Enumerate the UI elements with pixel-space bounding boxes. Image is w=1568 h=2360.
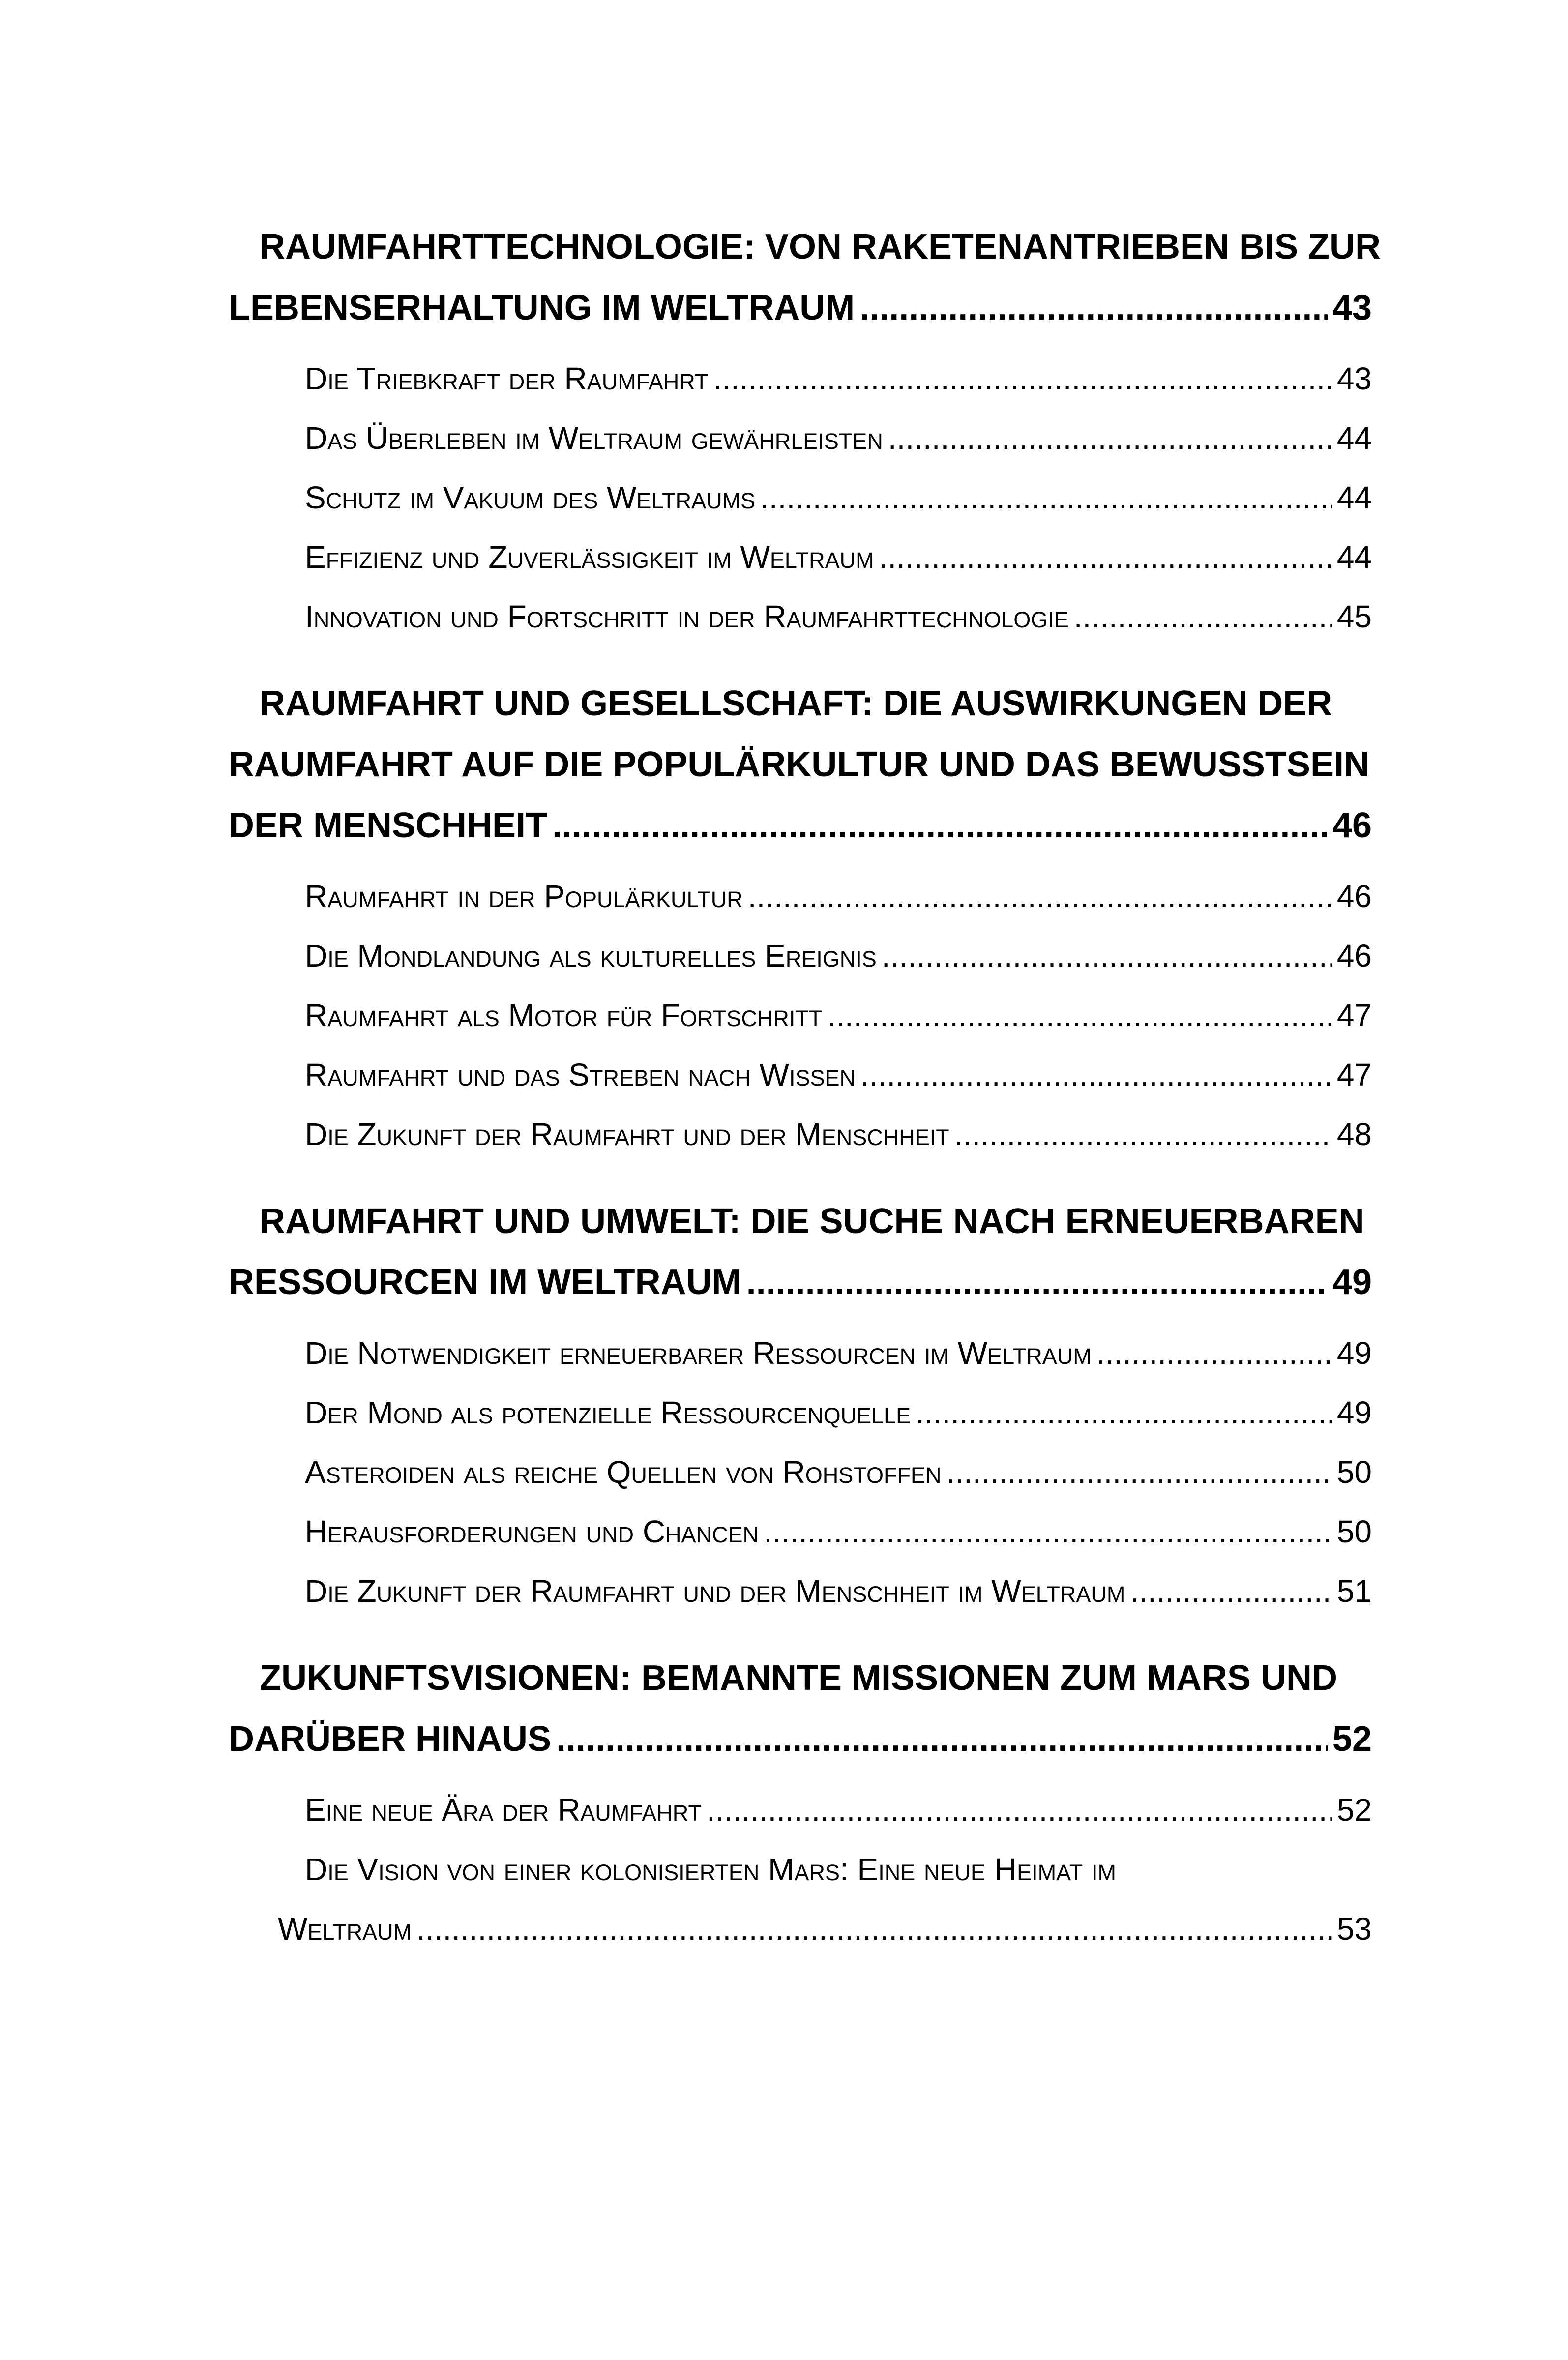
toc-section[interactable] [229,587,1372,647]
dot-leader [713,349,1331,409]
table-of-contents [229,216,1381,1985]
dot-leader [1096,1324,1332,1383]
page-number: 49 [1336,1395,1372,1430]
toc-section[interactable] [229,1840,1372,1959]
dot-leader [859,277,1328,338]
dot-leader [860,1045,1332,1105]
section-title-line: Die Vision von einer kolonisierten Mars: Eine neue Heimat im [305,1852,1116,1887]
toc-chapter[interactable] [229,1648,1372,1770]
toc-section-list [229,1780,1372,1959]
toc-section[interactable] [229,986,1372,1045]
page-number: 52 [1332,1719,1372,1759]
toc-section[interactable] [229,528,1372,587]
page-number: 50 [1336,1454,1372,1490]
section-title: Raumfahrt und das Streben nach Wissen [305,1057,856,1092]
section-title: Die Zukunft der Raumfahrt und der Menschheit [305,1117,949,1152]
dot-leader [746,1252,1328,1313]
dot-leader [764,1502,1332,1562]
toc-section-list [229,867,1372,1164]
page-number: 44 [1336,480,1372,515]
toc-section[interactable] [229,409,1372,468]
section-title: Raumfahrt als Motor für Fortschritt [305,998,823,1033]
section-title: Das Überleben im Weltraum gewährleisten [305,420,883,456]
chapter-title-line: RAUMFAHRT UND UMWELT: DIE SUCHE NACH ERNEUERBAREN [260,1202,1364,1241]
page-number: 44 [1336,420,1372,456]
page-number: 49 [1332,1263,1372,1302]
page-number: 52 [1336,1792,1372,1828]
chapter-entry-line [229,277,1372,338]
toc-chapter[interactable] [229,216,1381,338]
section-title: Schutz im Vakuum des Weltraums [305,480,756,515]
section-title-line: Weltraum [278,1911,412,1947]
section-title: Die Zukunft der Raumfahrt und der Menschheit im Weltraum [305,1573,1125,1609]
toc-section[interactable] [229,468,1372,528]
dot-leader [954,1105,1332,1164]
page-number: 47 [1336,1057,1372,1092]
section-title: Die Mondlandung als kulturelles Ereignis [305,938,877,974]
chapter-title-line: LEBENSERHALTUNG IM WELTRAUM [229,288,855,327]
section-title: Die Notwendigkeit erneuerbarer Ressourcen im Weltraum [305,1335,1092,1371]
page-number: 44 [1336,539,1372,575]
toc-section[interactable] [229,349,1372,409]
page-number: 47 [1336,998,1372,1033]
section-title: Eine neue Ära der Raumfahrt [305,1792,702,1828]
section-title: Herausforderungen und Chancen [305,1514,759,1549]
section-title: Innovation und Fortschritt in der Raumfahrttechnologie [305,599,1069,634]
dot-leader [946,1443,1331,1502]
dot-leader [556,1709,1328,1770]
toc-section[interactable] [229,1045,1372,1105]
section-title: Effizienz und Zuverlässigkeit im Weltraum [305,539,874,575]
toc-chapter[interactable] [229,1191,1372,1313]
chapter-entry-line [229,1709,1372,1770]
dot-leader [707,1780,1332,1840]
toc-section[interactable] [229,1443,1372,1502]
page-number: 48 [1336,1117,1372,1152]
chapter-entry-line [229,795,1372,856]
dot-leader [1074,587,1332,647]
toc-section[interactable] [229,1562,1372,1621]
chapter-title-line: DARÜBER HINAUS [229,1719,552,1759]
page-number: 45 [1336,599,1372,634]
toc-chapter[interactable] [229,673,1372,856]
section-entry-line [278,1899,1372,1959]
toc-section-list [229,1324,1372,1621]
section-title: Asteroiden als reiche Quellen von Rohstoffen [305,1454,942,1490]
toc-section[interactable] [229,867,1372,926]
dot-leader [882,926,1332,986]
dot-leader [760,468,1332,528]
toc-section[interactable] [229,1502,1372,1562]
chapter-title-line: RESSOURCEN IM WELTRAUM [229,1263,741,1302]
page-number: 43 [1336,361,1372,396]
page-number: 46 [1336,938,1372,974]
chapter-title-line: RAUMFAHRT UND GESELLSCHAFT: DIE AUSWIRKUNGEN DER [260,684,1332,723]
toc-section[interactable] [229,1780,1372,1840]
page-number: 50 [1336,1514,1372,1549]
section-title: Die Triebkraft der Raumfahrt [305,361,709,396]
page-number: 49 [1336,1335,1372,1371]
dot-leader [748,867,1332,926]
page-number: 43 [1332,288,1372,327]
page-number: 51 [1336,1573,1372,1609]
chapter-title-line: RAUMFAHRTTECHNOLOGIE: VON RAKETENANTRIEBEN BIS ZUR [260,227,1381,266]
dot-leader [827,986,1331,1045]
chapter-title-line: DER MENSCHHEIT [229,806,548,845]
dot-leader [1130,1562,1331,1621]
dot-leader [916,1383,1332,1443]
chapter-entry-line [229,1252,1372,1313]
page-number: 53 [1336,1911,1372,1947]
dot-leader [888,409,1332,468]
page-number: 46 [1332,806,1372,845]
toc-section[interactable] [229,1324,1372,1383]
toc-section-list [229,349,1372,647]
dot-leader [552,795,1328,856]
toc-section[interactable] [229,1383,1372,1443]
dot-leader [416,1899,1332,1959]
toc-section[interactable] [229,926,1372,986]
toc-section[interactable] [229,1105,1372,1164]
dot-leader [879,528,1332,587]
chapter-title-line: ZUKUNFTSVISIONEN: BEMANNTE MISSIONEN ZUM MARS UND [260,1658,1337,1698]
page-number: 46 [1336,879,1372,914]
section-title: Der Mond als potenzielle Ressourcenquelle [305,1395,911,1430]
section-title: Raumfahrt in der Populärkultur [305,879,743,914]
chapter-title-line: RAUMFAHRT AUF DIE POPULÄRKULTUR UND DAS BEWUSSTSEIN [229,745,1369,784]
